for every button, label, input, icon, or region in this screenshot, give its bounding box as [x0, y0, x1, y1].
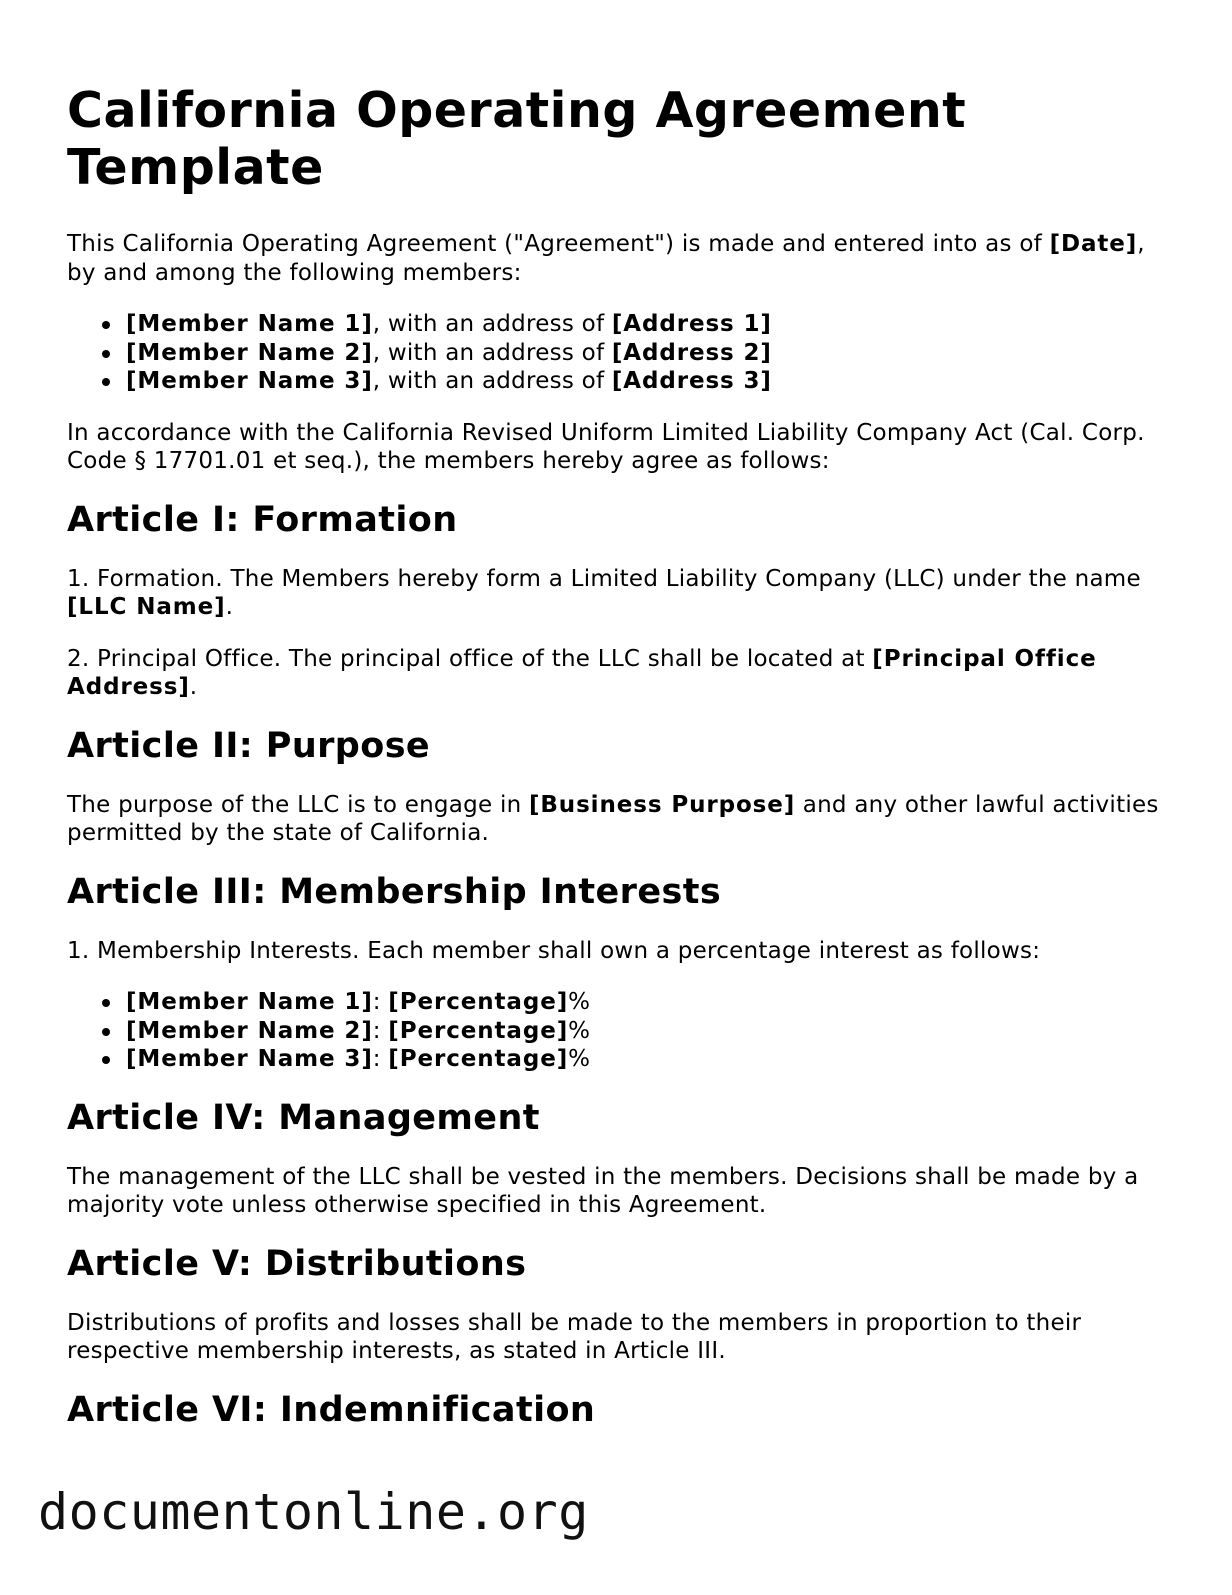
intro-paragraph	[67, 230, 1177, 287]
formation-text: 1. Formation. The Members hereby form a Limited Liability Company (LLC) under the name	[67, 565, 1141, 592]
percent-sign: %	[568, 1046, 591, 1072]
watermark: documentonline.org	[38, 1483, 589, 1541]
principal-office-text: 2. Principal Office. The principal office of the LLC shall be located at	[67, 645, 873, 672]
intro-text-2: , by and among the following members:	[67, 231, 1145, 286]
member-address-label: , with an address of	[372, 368, 612, 394]
principal-office-end: .	[189, 674, 198, 700]
list-item	[126, 1017, 1177, 1046]
interests-list	[67, 988, 1177, 1074]
member-name: [Member Name 3]	[126, 1046, 373, 1072]
intro-text-1: This California Operating Agreement ("Agreement") is made and entered into as of	[67, 231, 1050, 257]
percentage-placeholder: [Percentage]	[388, 1046, 569, 1072]
list-item	[126, 1045, 1177, 1074]
document-title: California Operating Agreement Template	[67, 82, 967, 196]
member-address-label: , with an address of	[372, 339, 612, 366]
members-list	[67, 310, 1177, 396]
article-3-intro: 1. Membership Interests. Each member shall own a percentage interest as follows:	[67, 937, 1041, 964]
article-1-principal-office	[67, 645, 1177, 702]
article-4-management: The management of the LLC shall be vested in the members. Decisions shall be made by a majority vote unless otherwise specified in this Agreement.	[67, 1163, 1139, 1218]
article-4-heading: Article IV: Management	[67, 1097, 540, 1138]
article-2-purpose	[67, 791, 1177, 848]
member-name: [Member Name 3]	[126, 368, 373, 394]
article-1-formation	[67, 565, 1177, 622]
separator: :	[372, 1046, 389, 1072]
intro-date-placeholder: [Date]	[1049, 231, 1138, 257]
member-name: [Member Name 2]	[126, 1017, 373, 1044]
list-item	[126, 310, 1177, 339]
article-5-heading: Article V: Distributions	[67, 1243, 527, 1284]
principal-office-placeholder: [Principal Office Address]	[67, 645, 1097, 700]
article-3-heading: Article III: Membership Interests	[67, 871, 722, 912]
article-1-heading: Article I: Formation	[67, 499, 458, 540]
member-address: [Address 3]	[611, 368, 772, 394]
list-item	[126, 988, 1177, 1017]
member-name: [Member Name 1]	[126, 311, 373, 337]
list-item	[126, 339, 1177, 368]
business-purpose-placeholder: [Business Purpose]	[528, 791, 796, 818]
member-address: [Address 1]	[611, 311, 772, 337]
purpose-text-1: The purpose of the LLC is to engage in	[67, 791, 529, 818]
article-6-heading: Article VI: Indemnification	[67, 1389, 596, 1430]
purpose-text-2: and any other lawful activities permitted by the state of California.	[67, 791, 1159, 846]
accordance-paragraph: In accordance with the California Revised Uniform Limited Liability Company Act (Cal. Corp. Code § 17701.01 et seq.), the members hereby agree as follows:	[67, 419, 1145, 474]
separator: :	[372, 1017, 389, 1044]
article-2-heading: Article II: Purpose	[67, 725, 431, 766]
article-5-distributions: Distributions of profits and losses shall be made to the members in proportion to their respective membership interests, as stated in Article III.	[67, 1309, 1082, 1364]
member-name: [Member Name 1]	[126, 989, 373, 1015]
member-name: [Member Name 2]	[126, 339, 373, 366]
member-address-label: , with an address of	[372, 311, 612, 337]
llc-name-placeholder: [LLC Name]	[67, 594, 226, 620]
separator: :	[372, 989, 389, 1015]
percentage-placeholder: [Percentage]	[388, 1017, 569, 1044]
percent-sign: %	[568, 1017, 591, 1044]
formation-end: .	[225, 594, 234, 620]
list-item	[126, 367, 1177, 396]
percent-sign: %	[568, 989, 591, 1015]
percentage-placeholder: [Percentage]	[388, 989, 569, 1015]
member-address: [Address 2]	[611, 339, 772, 366]
document-page	[67, 82, 1177, 1455]
